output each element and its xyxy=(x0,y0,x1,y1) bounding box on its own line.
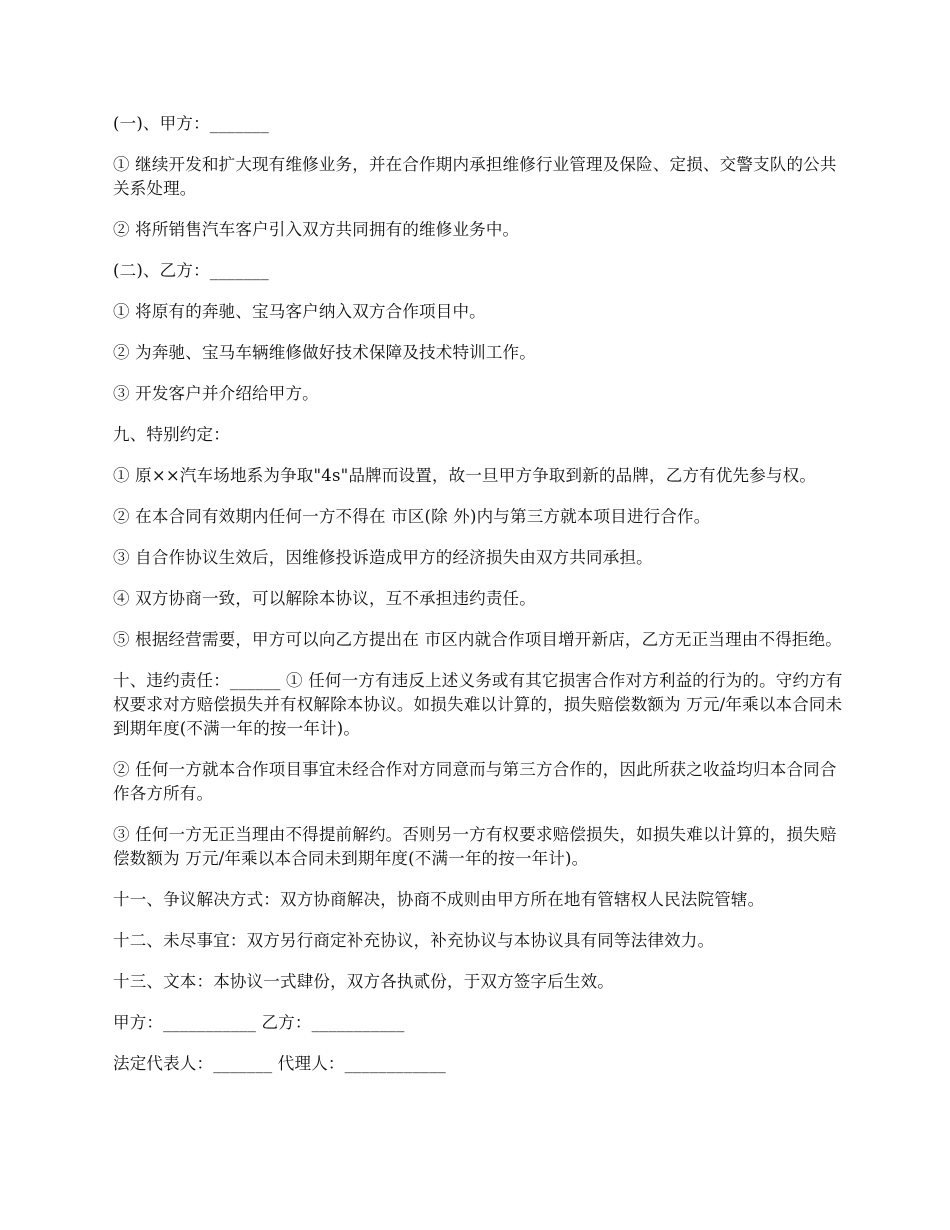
party-b-heading: (二)、乙方：_______ xyxy=(113,261,269,280)
special-term-2: ② 在本合同有效期内任何一方不得在 市区(除 外)内与第三方就本项目进行合作。 xyxy=(113,507,711,526)
dispute-resolution: 十一、争议解决方式：双方协商解决，协商不成则由甲方所在地有管辖权人民法院管辖。 xyxy=(113,890,765,909)
section-special-terms-heading: 九、特别约定： xyxy=(113,425,230,444)
liability-clause-3: ③ 任何一方无正当理由不得提前解约。否则另一方有权要求赔偿损失，如损失难以计算的，损失赔偿数额为 万元/年乘以本合同未到期年度(不满一年的按一年计)。 xyxy=(113,825,837,868)
special-term-3: ③ 自合作协议生效后，因维修投诉造成甲方的经济损失由双方共同承担。 xyxy=(113,548,653,567)
party-b-duty-3: ③ 开发客户并介绍给甲方。 xyxy=(113,384,319,403)
liability-clause-2: ② 任何一方就本合作项目事宜未经合作对方同意而与第三方合作的，因此所获之收益均归本合同合作各方所有。 xyxy=(113,760,837,803)
party-b-duty-1: ① 将原有的奔驰、宝马客户纳入双方合作项目中。 xyxy=(113,302,486,321)
copies-clause: 十三、文本：本协议一式肆份，双方各执贰份，于双方签字后生效。 xyxy=(113,972,614,991)
special-term-5: ⑤ 根据经营需要，甲方可以向乙方提出在 市区内就合作项目增开新店，乙方无正当理由不得拒绝。 xyxy=(113,630,842,649)
party-b-duty-2: ② 为奔驰、宝马车辆维修做好技术保障及技术特训工作。 xyxy=(113,343,536,362)
party-a-heading: (一)、甲方：_______ xyxy=(113,114,269,133)
document-page xyxy=(113,112,843,1093)
signature-parties: 甲方：___________ 乙方：___________ xyxy=(113,1013,405,1032)
outstanding-matters: 十二、未尽事宜：双方另行商定补充协议，补充协议与本协议具有同等法律效力。 xyxy=(113,931,715,950)
special-term-1: ① 原××汽车场地系为争取"4s"品牌而设置，故一旦甲方争取到新的品牌，乙方有优先参与权。 xyxy=(113,466,817,485)
signature-representatives: 法定代表人：_______ 代理人：____________ xyxy=(113,1054,446,1073)
special-term-4: ④ 双方协商一致，可以解除本协议，互不承担违约责任。 xyxy=(113,589,536,608)
liability-clause-1: 十、违约责任：______ ① 任何一方有违反上述义务或有其它损害合作对方利益的行为的。守约方有权要求对方赔偿损失并有权解除本协议。如损失难以计算的，损失赔偿数额为 万元/年乘以本合同未到期年度(不满一年的按一年计)。 xyxy=(113,671,843,738)
party-a-duty-2: ② 将所销售汽车客户引入双方共同拥有的维修业务中。 xyxy=(113,220,520,239)
party-a-duty-1: ① 继续开发和扩大现有维修业务，并在合作期内承担维修行业管理及保险、定损、交警支队的公共关系处理。 xyxy=(113,155,837,198)
